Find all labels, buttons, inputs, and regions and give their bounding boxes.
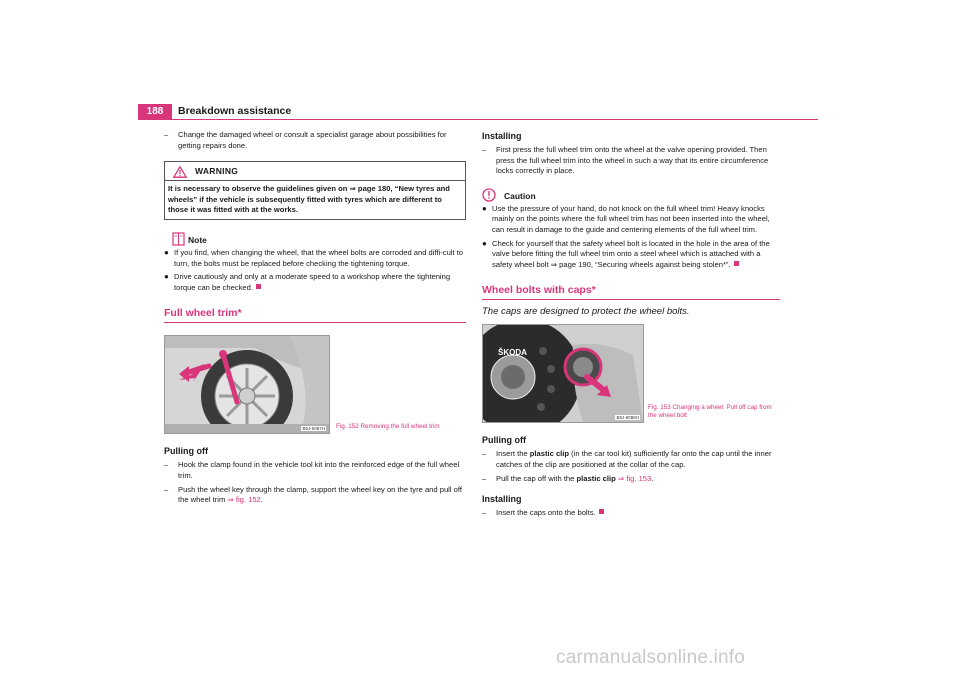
page-number: 188 — [138, 104, 172, 119]
figure-caption: Fig. 153 Changing a wheel: Pull off cap from the wheel bolt — [648, 404, 772, 420]
chapter-title: Breakdown assistance — [178, 105, 292, 117]
caution-bullet-1: ● Use the pressure of your hand, do not knock on the full wheel trim! Heavy knocks mainly on the points where the full wheel trim has not been inserted into the wheel, can result in damage to the guide and centering elements of the full wheel trim. — [482, 203, 770, 234]
header-rule — [138, 119, 818, 120]
bullet-dot: ● — [164, 247, 169, 257]
pulling-off-step-2: – Push the wheel key through the clamp, support the wheel key on the tyre and pull off the wheel trim ⇒ fig. 152. — [164, 484, 462, 505]
fig-152-link[interactable]: ⇒ fig. 152 — [227, 495, 261, 505]
caution-header — [482, 188, 780, 204]
heading-installing-caps: Installing — [482, 494, 522, 505]
caps-pulling-off-step-2: – Pull the cap off with the plastic clip ⇒ fig. 153. — [482, 473, 654, 483]
section-lead: The caps are designed to protect the wheel bolts. — [482, 306, 690, 318]
right-column — [482, 130, 780, 522]
warning-text: It is necessary to observe the guidelines given on ⇒ page 180, “New tyres and wheels” if the vehicle is subsequently fitted with tyres which are different to those it was fitted with at the works. — [165, 180, 465, 219]
end-mark — [599, 509, 604, 514]
step-dash: – — [164, 130, 169, 139]
watermark-text: carmanualsonline.info — [556, 647, 746, 668]
logo-text: ŠKODA — [498, 348, 527, 358]
figure-id: B5J-6088H — [616, 415, 639, 421]
note-title: Note — [188, 234, 207, 245]
heading-pulling-off-caps: Pulling off — [482, 435, 526, 446]
installing-step-1: – First press the full wheel trim onto the wheel at the valve opening provided. Then press the full wheel trim into the wheel in such a way that its entire circumference locks correctly in place. — [482, 145, 769, 176]
wheel-trim-illustration — [164, 335, 330, 434]
pulling-off-step-1: – Hook the clamp found in the vehicle tool kit into the reinforced edge of the full wheel trim. — [164, 460, 460, 480]
section-rule — [482, 299, 780, 300]
warning-box — [164, 161, 466, 220]
heading-installing: Installing — [482, 131, 522, 141]
caution-title: Caution — [504, 190, 536, 201]
caution-bullet-2: ● Check for yourself that the safety wheel bolt is located in the hole in the area of the valve before fitting the full wheel trim onto a steel wheel which is attached with a safety wheel bolt ⇒ page 190, “Securing wheels against being stolen*”. — [482, 238, 770, 269]
end-mark — [734, 261, 739, 266]
figure-id: B5J-6087H — [302, 426, 325, 432]
figure-153 — [482, 324, 780, 422]
note-bullet-1: ● If you find, when changing the wheel, that the wheel bolts are corroded and diffi-cult to turn, the bolts must be replaced before checking the tightening torque. — [164, 247, 464, 268]
bolt-cap-illustration — [482, 324, 644, 423]
intro-step: – Change the damaged wheel or consult a specialist garage about possibilities for getting repairs done. — [164, 130, 447, 150]
figure-caption: Fig. 152 Removing the full wheel trim — [336, 423, 440, 431]
note-bullet-2: ● Drive cautiously and only at a moderate speed to a workshop where the tightening torque can be checked. — [164, 272, 451, 292]
section-title-full-wheel-trim: Full wheel trim* — [164, 307, 242, 320]
warning-title: WARNING — [195, 166, 239, 177]
left-column — [164, 130, 466, 509]
fig-153-link[interactable]: ⇒ fig. 153 — [617, 473, 652, 483]
warning-header — [165, 162, 465, 180]
caps-pulling-off-step-1: – Insert the plastic clip (in the car tool kit) sufficiently far onto the cap until the inner catches of the clip are positioned at the collar of the cap. — [482, 449, 772, 469]
warning-triangle-icon — [173, 165, 187, 183]
end-mark — [256, 284, 261, 289]
figure-152 — [164, 335, 466, 433]
note-header — [164, 232, 466, 248]
section-title-wheel-bolts: Wheel bolts with caps* — [482, 284, 596, 297]
bullet-dot: ● — [164, 272, 169, 282]
caps-installing-step-1: – Insert the caps onto the bolts. — [482, 508, 780, 519]
heading-pulling-off: Pulling off — [164, 446, 208, 457]
